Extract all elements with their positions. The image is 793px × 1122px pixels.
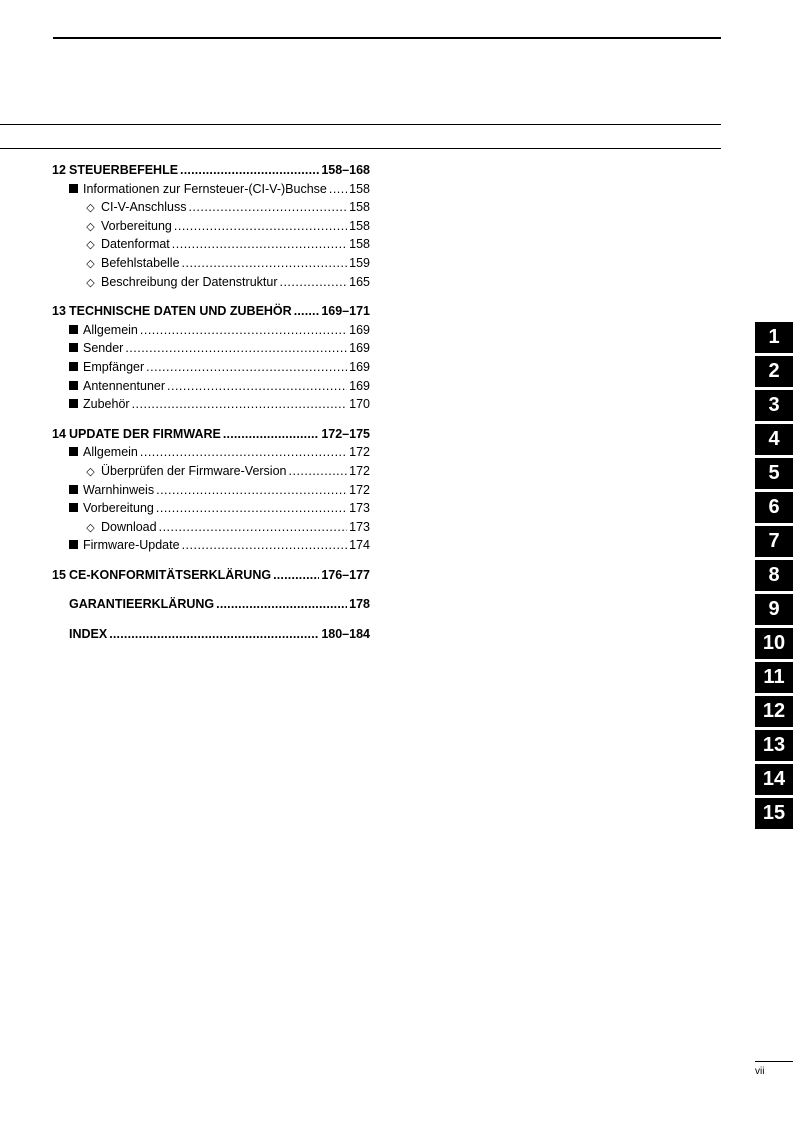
toc-entry-page: 158 <box>349 200 370 215</box>
dot-leader <box>125 339 347 358</box>
dot-leader <box>223 425 319 444</box>
chapter-tab-13[interactable]: 13 <box>755 730 793 761</box>
toc-entry-label: GARANTIEERKLÄRUNG <box>69 597 215 612</box>
dot-leader <box>156 499 347 518</box>
toc-entry-page: 172 <box>349 482 370 497</box>
dot-leader <box>109 625 319 644</box>
chapter-tab-5[interactable]: 5 <box>755 458 793 489</box>
toc-entry[interactable] <box>52 499 370 518</box>
toc-entry-page: 172 <box>349 445 370 460</box>
toc-entry[interactable] <box>52 180 370 199</box>
dot-leader <box>156 481 347 500</box>
chapter-tab-6[interactable]: 6 <box>755 492 793 523</box>
dot-leader <box>140 321 347 340</box>
chapter-tab-9[interactable]: 9 <box>755 594 793 625</box>
chapter-number: 14 <box>52 426 66 441</box>
chapter-tab-15[interactable]: 15 <box>755 798 793 829</box>
toc-entry-page: 169 <box>349 322 370 337</box>
diamond-bullet-icon: ◇ <box>86 220 95 233</box>
toc-entry-label: Empfänger <box>83 359 145 374</box>
toc-entry-label: INDEX <box>69 627 108 642</box>
toc-entry-label: Zubehör <box>83 397 130 412</box>
toc-entry[interactable] <box>52 443 370 462</box>
chapter-tab-1[interactable]: 1 <box>755 322 793 353</box>
toc-entry-label: Warnhinweis <box>83 482 155 497</box>
toc-entry-label: UPDATE DER FIRMWARE <box>69 426 221 441</box>
square-bullet-icon <box>69 362 78 371</box>
toc-entry-page: 169 <box>349 378 370 393</box>
diamond-bullet-icon: ◇ <box>86 239 95 252</box>
toc-entry-label: TECHNISCHE DATEN UND ZUBEHÖR <box>69 304 292 319</box>
chapter-tabs <box>755 322 793 832</box>
toc-entry[interactable] <box>52 377 370 396</box>
toc-entry-label: Antennentuner <box>83 378 166 393</box>
dot-leader <box>188 198 347 217</box>
diamond-bullet-icon: ◇ <box>86 521 95 534</box>
square-bullet-icon <box>69 503 78 512</box>
toc-entry[interactable] <box>52 273 370 292</box>
toc-entry[interactable] <box>52 595 370 614</box>
toc-entry-page: 169 <box>349 341 370 356</box>
square-bullet-icon <box>69 325 78 334</box>
dot-leader <box>174 217 347 236</box>
toc-entry-label: Allgemein <box>83 322 138 337</box>
chapter-number: 13 <box>52 304 66 319</box>
toc-entry-page: 169–171 <box>321 304 370 319</box>
toc-entry-label: CI-V-Anschluss <box>101 200 187 215</box>
toc-entry[interactable] <box>52 358 370 377</box>
toc-entry-page: 165 <box>349 274 370 289</box>
table-of-contents <box>52 161 370 644</box>
toc-entry[interactable] <box>52 302 370 321</box>
chapter-tab-7[interactable]: 7 <box>755 526 793 557</box>
header-rule-lower <box>0 148 721 149</box>
dot-leader <box>180 161 319 180</box>
toc-entry-label: STEUERBEFEHLE <box>69 163 179 177</box>
toc-entry-page: 173 <box>349 501 370 516</box>
dot-leader <box>279 273 347 292</box>
toc-entry-label: Datenformat <box>101 237 170 252</box>
toc-entry[interactable] <box>52 198 370 217</box>
header-rule-upper <box>0 124 721 125</box>
toc-entry-label: Befehlstabelle <box>101 255 180 270</box>
toc-entry[interactable] <box>52 536 370 555</box>
chapter-tab-11[interactable]: 11 <box>755 662 793 693</box>
toc-entry-page: 172 <box>349 463 370 478</box>
dot-leader <box>146 358 347 377</box>
toc-entry[interactable] <box>52 462 370 481</box>
toc-entry-page: 159 <box>349 255 370 270</box>
toc-entry-page: 176–177 <box>321 567 370 582</box>
toc-entry[interactable] <box>52 217 370 236</box>
toc-entry-label: Überprüfen der Firmware-Version <box>101 463 287 478</box>
toc-entry[interactable] <box>52 161 370 180</box>
top-rule <box>53 37 721 39</box>
chapter-tab-12[interactable]: 12 <box>755 696 793 727</box>
toc-entry-page: 158 <box>349 237 370 252</box>
chapter-tab-8[interactable]: 8 <box>755 560 793 591</box>
toc-entry[interactable] <box>52 566 370 585</box>
square-bullet-icon <box>69 343 78 352</box>
toc-entry-page: 178 <box>349 597 370 612</box>
toc-entry[interactable] <box>52 321 370 340</box>
chapter-tab-3[interactable]: 3 <box>755 390 793 421</box>
dot-leader <box>329 180 347 199</box>
toc-entry[interactable] <box>52 481 370 500</box>
dot-leader <box>289 462 348 481</box>
toc-entry-page: 172–175 <box>321 426 370 441</box>
chapter-tab-10[interactable]: 10 <box>755 628 793 659</box>
page-number: vii <box>755 1066 765 1077</box>
toc-entry[interactable] <box>52 395 370 414</box>
dot-leader <box>182 254 348 273</box>
square-bullet-icon <box>69 540 78 549</box>
toc-entry-label: Informationen zur Fernsteuer-(CI-V-)Buchse <box>83 181 327 196</box>
toc-entry-label: Allgemein <box>83 445 138 460</box>
toc-entry-page: 174 <box>349 538 370 553</box>
toc-entry-label: Beschreibung der Datenstruktur <box>101 274 278 289</box>
chapter-tab-4[interactable]: 4 <box>755 424 793 455</box>
toc-entry-label: CE-KONFORMITÄTSERKLÄRUNG <box>69 567 272 582</box>
square-bullet-icon <box>69 447 78 456</box>
toc-entry[interactable] <box>52 425 370 444</box>
dot-leader <box>172 235 347 254</box>
toc-entry-page: 158 <box>349 181 370 196</box>
chapter-tab-2[interactable]: 2 <box>755 356 793 387</box>
diamond-bullet-icon: ◇ <box>86 465 95 478</box>
dot-leader <box>140 443 347 462</box>
toc-entry[interactable] <box>52 625 370 644</box>
toc-entry[interactable] <box>52 254 370 273</box>
toc-entry-page: 180–184 <box>321 627 370 642</box>
dot-leader <box>182 536 348 555</box>
diamond-bullet-icon: ◇ <box>86 202 95 215</box>
dot-leader <box>132 395 348 414</box>
toc-entry-page: 158 <box>349 218 370 233</box>
footer-rule <box>755 1061 793 1062</box>
toc-entry[interactable] <box>52 339 370 358</box>
square-bullet-icon <box>69 485 78 494</box>
toc-entry[interactable] <box>52 518 370 537</box>
toc-entry-label: Firmware-Update <box>83 538 180 553</box>
toc-entry-page: 173 <box>349 519 370 534</box>
square-bullet-icon <box>69 184 78 193</box>
chapter-tab-14[interactable]: 14 <box>755 764 793 795</box>
square-bullet-icon <box>69 381 78 390</box>
toc-entry[interactable] <box>52 235 370 254</box>
toc-entry-label: Vorbereitung <box>101 218 172 233</box>
dot-leader <box>216 595 347 614</box>
dot-leader <box>167 377 347 396</box>
toc-entry-label: Vorbereitung <box>83 501 154 516</box>
toc-entry-label: Sender <box>83 341 124 356</box>
toc-entry-page: 170 <box>349 397 370 412</box>
diamond-bullet-icon: ◇ <box>86 276 95 289</box>
square-bullet-icon <box>69 399 78 408</box>
diamond-bullet-icon: ◇ <box>86 257 95 270</box>
dot-leader <box>159 518 348 537</box>
chapter-number: 15 <box>52 567 66 582</box>
toc-entry-page: 158–168 <box>321 163 370 177</box>
dot-leader <box>294 302 320 321</box>
toc-entry-label: Download <box>101 519 157 534</box>
toc-entry-page: 169 <box>349 359 370 374</box>
chapter-number: 12 <box>52 163 66 177</box>
dot-leader <box>273 566 319 585</box>
